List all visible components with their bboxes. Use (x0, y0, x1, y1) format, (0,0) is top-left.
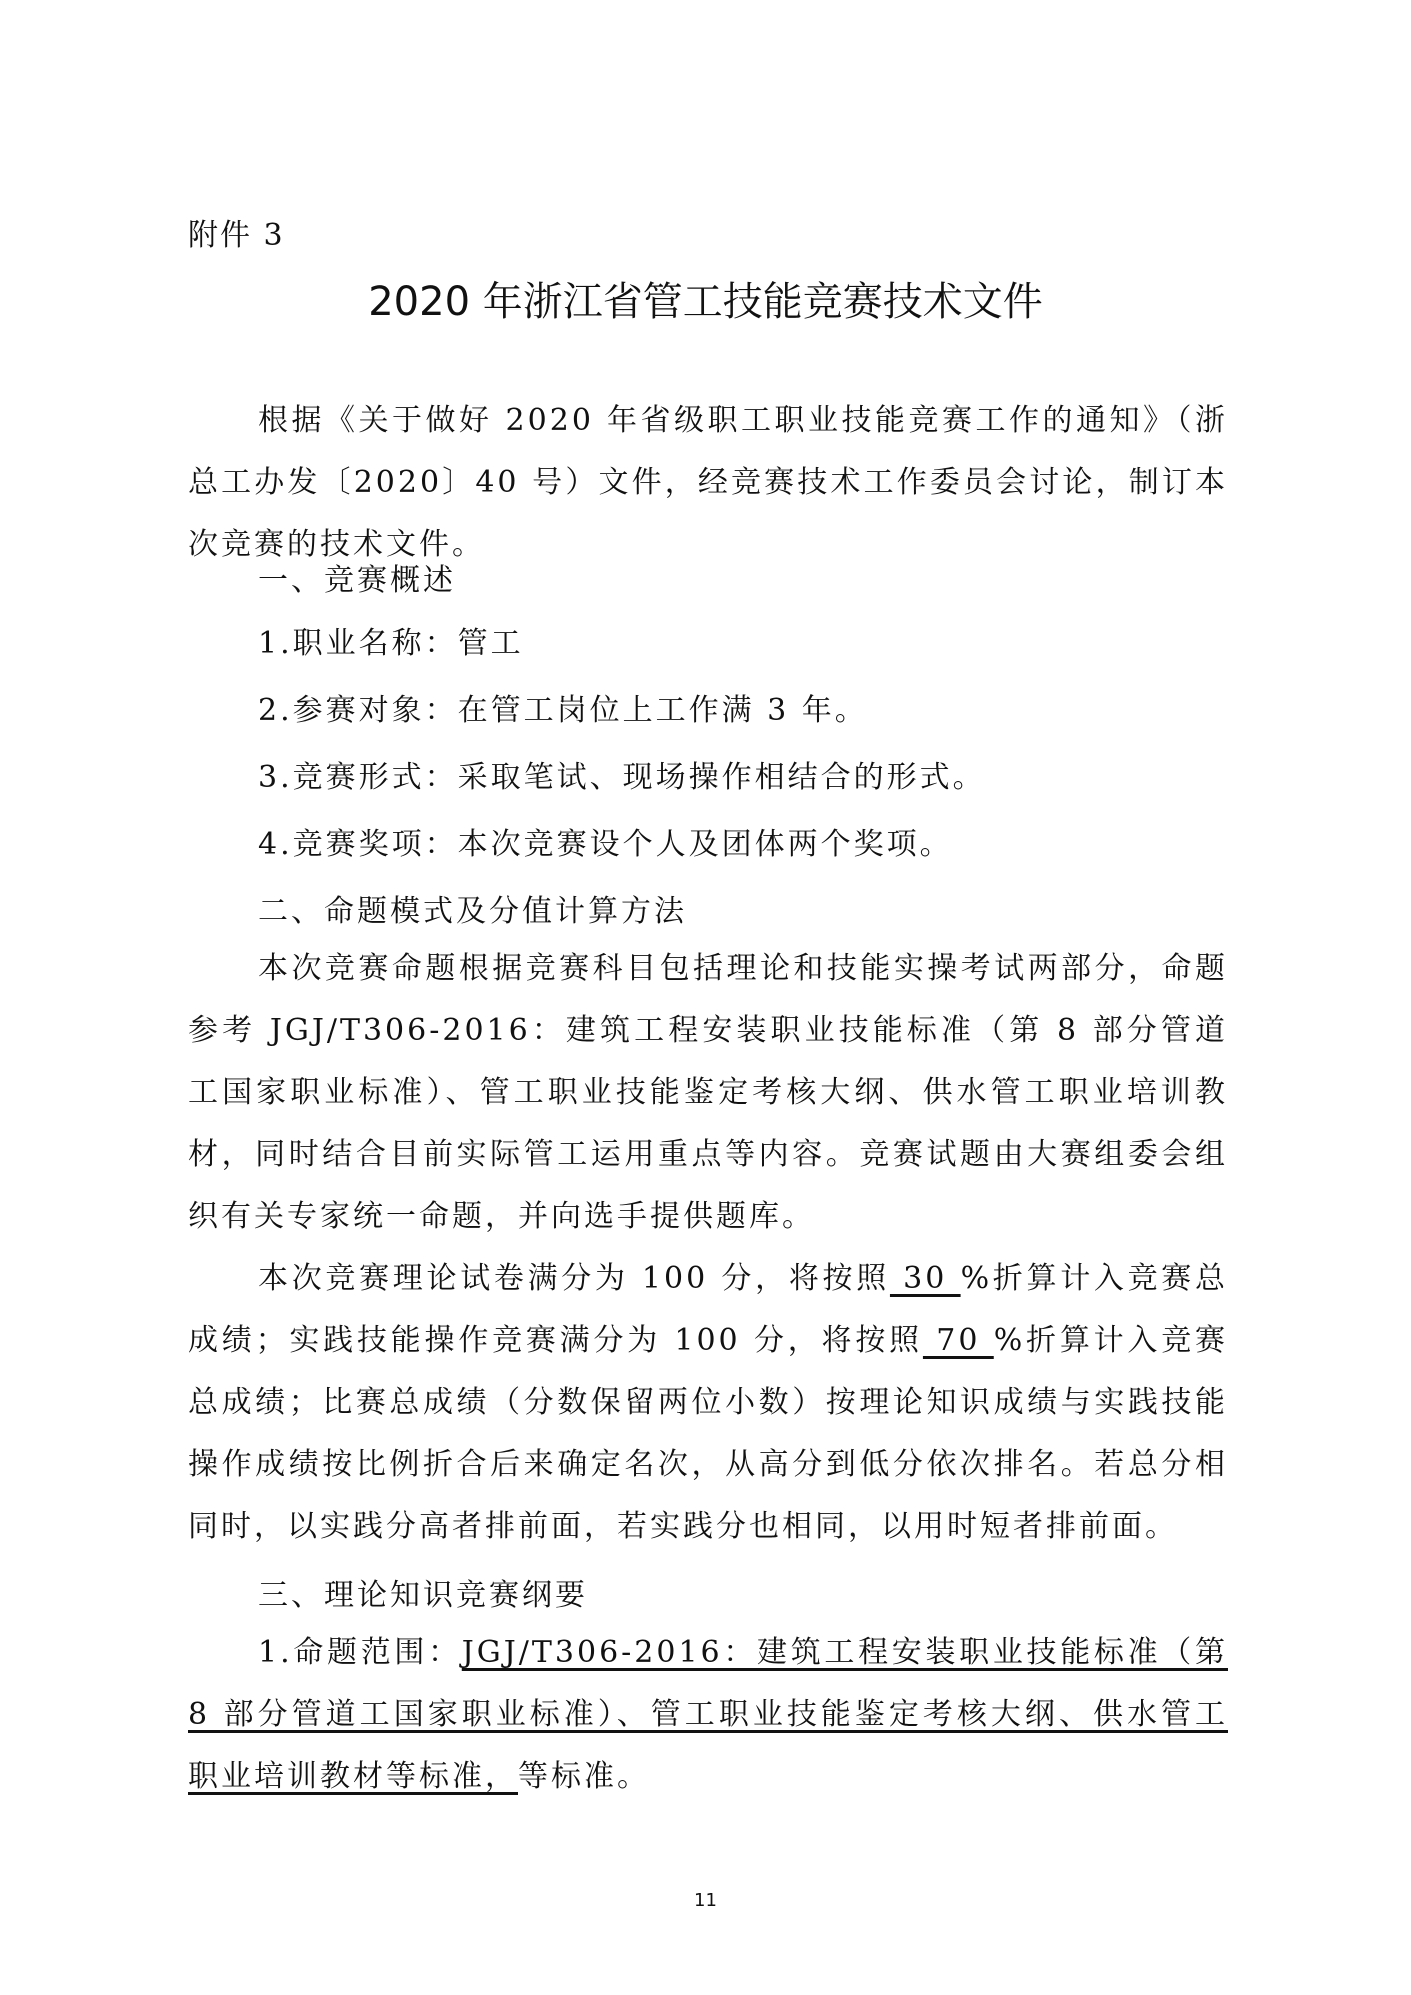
section1-item-3: 3.竞赛形式：采取笔试、现场操作相结合的形式。 (258, 760, 986, 795)
page-number: 11 (694, 1890, 717, 1911)
section2-paragraph-1: 本次竞赛命题根据竞赛科目包括理论和技能实操考试两部分，命题参考 JGJ/T306-2016：建筑工程安装职业技能标准（第 8 部分管道工国家职业标准）、管工职业技能鉴定考核大纲、供水管工职业培训教材，同时结合目前实际管工运用重点等内容。竞赛试题由大赛组委会组织有关专家统一命题，并向选手提供题库。 (188, 951, 1228, 1234)
section2-paragraph-2 (188, 1248, 1228, 1558)
item1-tail: 等标准。 (518, 1759, 650, 1794)
p2-text-a: 本次竞赛理论试卷满分为 100 分，将按照 (258, 1261, 890, 1296)
section1-heading: 一、竞赛概述 (258, 563, 456, 598)
document-title: 2020 年浙江省管工技能竞赛技术文件 (368, 279, 1043, 325)
theory-weight: 30 (889, 1261, 961, 1296)
section3-item-1 (188, 1622, 1228, 1808)
section1-item-1: 1.职业名称：管工 (258, 626, 524, 661)
section2-heading: 二、命题模式及分值计算方法 (258, 894, 687, 929)
section3-heading: 三、理论知识竞赛纲要 (258, 1578, 588, 1613)
attachment-label: 附件 3 (188, 218, 285, 253)
p2-text-b: %折算计入竞赛总成绩；实践技能操作竞赛满分为 100 分，将按照 (188, 1261, 1228, 1358)
p2-text-c: %折算计入竞赛总成绩；比赛总成绩（分数保留两位小数）按理论知识成绩与实践技能操作成绩按比例折合后来确定名次，从高分到低分依次排名。若总分相同时，以实践分高者排前面，若实践分也相同，以用时短者排前面。 (188, 1323, 1228, 1544)
intro-paragraph: 根据《关于做好 2020 年省级职工职业技能竞赛工作的通知》（浙总工办发〔2020〕40 号）文件，经竞赛技术工作委员会讨论，制订本次竞赛的技术文件。 (188, 403, 1228, 562)
item1-label: 1.命题范围： (258, 1635, 462, 1670)
practice-weight: 70 (922, 1323, 994, 1358)
section1-item-2: 2.参赛对象：在管工岗位上工作满 3 年。 (258, 693, 868, 728)
section1-item-4: 4.竞赛奖项：本次竞赛设个人及团体两个奖项。 (258, 827, 953, 862)
item1-underlined-scope: JGJ/T306-2016：建筑工程安装职业技能标准（第 8 部分管道工国家职业标准）、管工职业技能鉴定考核大纲、供水管工职业培训教材等标准， (188, 1635, 1228, 1794)
